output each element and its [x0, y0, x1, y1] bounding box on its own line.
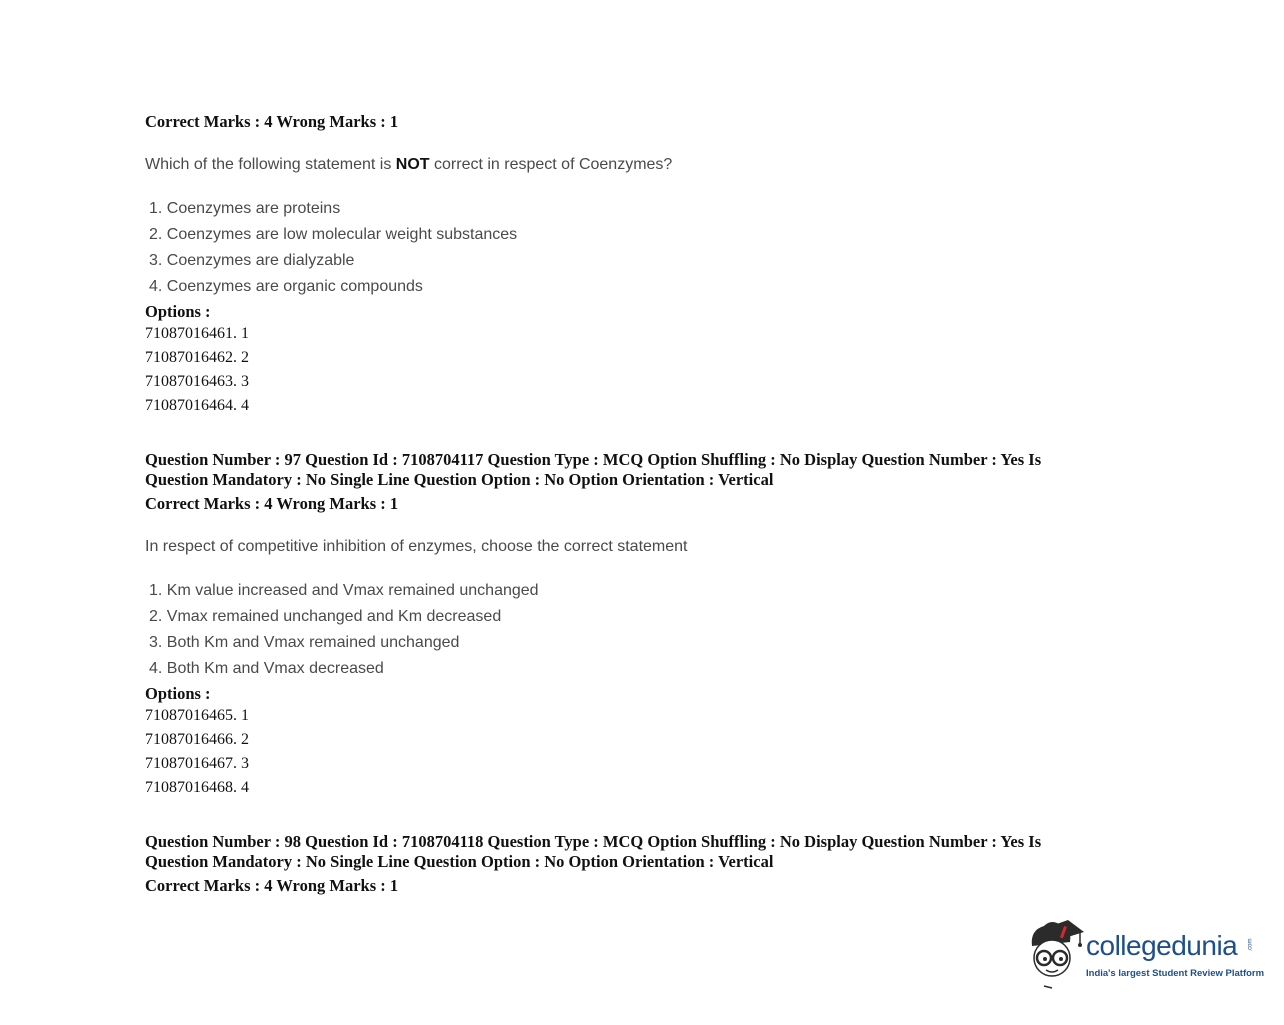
statement-item: 2. Coenzymes are low molecular weight substances	[149, 226, 518, 243]
question-header-line: Question Number : 97 Question Id : 7108704117 Question Type : MCQ Option Shuffling : No Display Question Number : Yes Is	[145, 450, 1042, 469]
option-item: 71087016467. 3	[145, 755, 249, 772]
options-label: Options :	[145, 302, 211, 321]
collegedunia-logo	[1022, 916, 1265, 996]
statement-item: 1. Km value increased and Vmax remained unchanged	[149, 582, 539, 599]
options-list	[145, 322, 1105, 418]
option-item: 71087016461. 1	[145, 325, 249, 342]
option-item: 71087016468. 4	[145, 779, 249, 796]
options-list	[145, 704, 1105, 800]
statement-item: 3. Coenzymes are dialyzable	[149, 252, 355, 269]
marks-line: Correct Marks : 4 Wrong Marks : 1	[145, 494, 399, 513]
question-text: Which of the following statement is NOT correct in respect of Coenzymes?	[145, 156, 673, 173]
statement-list	[145, 196, 1105, 300]
statement-item: 3. Both Km and Vmax remained unchanged	[149, 634, 460, 651]
logo-wordmark: collegedunia	[1086, 930, 1238, 961]
statement-item: 2. Vmax remained unchanged and Km decreased	[149, 608, 502, 625]
mascot-icon	[1022, 916, 1086, 990]
question-header-line: Question Mandatory : No Single Line Question Option : No Option Orientation : Vertical	[145, 852, 774, 871]
question-header-line: Question Mandatory : No Single Line Question Option : No Option Orientation : Vertical	[145, 470, 774, 489]
logo-suffix: .com	[1247, 938, 1254, 952]
option-item: 71087016462. 2	[145, 349, 249, 366]
statement-item: 1. Coenzymes are proteins	[149, 200, 341, 217]
statement-item: 4. Coenzymes are organic compounds	[149, 278, 423, 295]
question-98	[145, 832, 1105, 896]
options-label: Options :	[145, 684, 211, 703]
document-page	[145, 112, 1105, 896]
option-item: 71087016464. 4	[145, 397, 249, 414]
option-item: 71087016465. 1	[145, 707, 249, 724]
logo-tagline: India's largest Student Review Platform	[1086, 968, 1265, 979]
question-96	[145, 112, 1105, 418]
statement-item: 4. Both Km and Vmax decreased	[149, 660, 384, 677]
question-97	[145, 450, 1105, 800]
marks-line: Correct Marks : 4 Wrong Marks : 1	[145, 112, 399, 131]
question-text: In respect of competitive inhibition of enzymes, choose the correct statement	[145, 538, 688, 555]
option-item: 71087016466. 2	[145, 731, 249, 748]
question-header-line: Question Number : 98 Question Id : 7108704118 Question Type : MCQ Option Shuffling : No Display Question Number : Yes Is	[145, 832, 1042, 851]
option-item: 71087016463. 3	[145, 373, 249, 390]
marks-line: Correct Marks : 4 Wrong Marks : 1	[145, 876, 399, 895]
statement-list	[145, 578, 1105, 682]
